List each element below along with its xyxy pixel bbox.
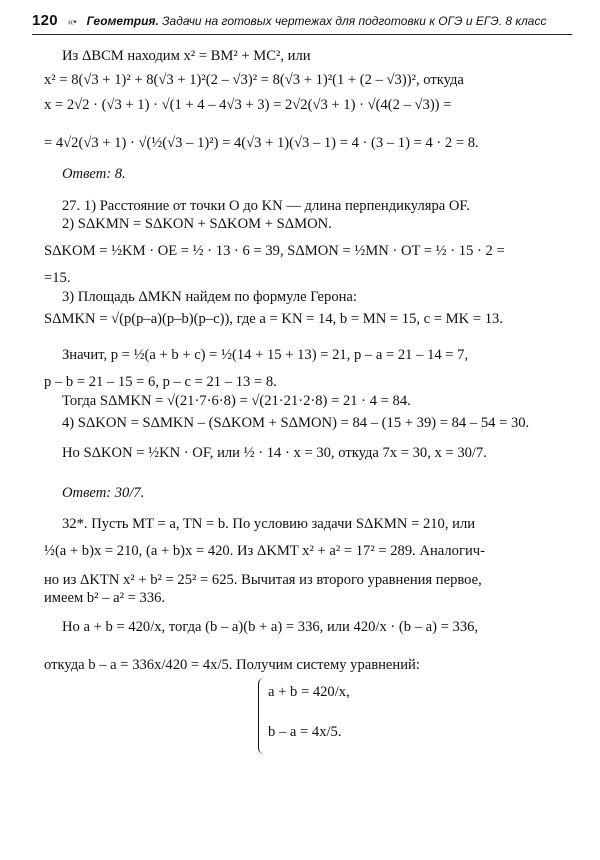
text-line: откуда b – a = 336x/420 = 4x/5. Получим систему уравнений: (44, 657, 420, 673)
text-line: Но a + b = 420/x, тогда (b – a)(b + a) = 336, или 420/x · (b – a) = 336, (62, 619, 479, 635)
text-line: ½(a + b)x = 210, (a + b)x = 420. Из ΔKMT x² + a² = 17² = 289. Аналогич- (44, 543, 485, 559)
text-line: 2) SΔKMN = SΔKON + SΔKOM + SΔMON. (62, 216, 332, 232)
problem-27-line: 27. 1) Расстояние от точки O до KN — длина перпендикуляра OF. (62, 198, 471, 214)
text-line: Тогда SΔMKN = √(21·7·6·8) = √(21·21·2·8) = 21 · 4 = 84. (62, 393, 411, 409)
text-line: = 4√2(√3 + 1) · √(½(√3 – 1)²) = 4(√3 + 1)(√3 – 1) = 4 · (3 – 1) = 4 · 2 = 8. (44, 135, 479, 151)
text-line: Значит, p = ½(a + b + c) = ½(14 + 15 + 13) = 21, p – a = 21 – 14 = 7, (62, 347, 469, 363)
system-equation: a + b = 420/x, (268, 684, 350, 700)
text-line: x = 2√2 · (√3 + 1) · √(1 + 4 – 4√3 + 3) = 2√2(√3 + 1) · √(4(2 – √3)) = (44, 97, 452, 113)
text-line: 3) Площадь ΔMKN найдем по формуле Герона: (62, 289, 357, 305)
answer-line: Ответ: 30/7. (62, 485, 145, 501)
page-number: 120 (32, 12, 58, 29)
text-line: p – b = 21 – 15 = 6, p – c = 21 – 13 = 8. (44, 374, 277, 390)
text-line: но из ΔKTN x² + b² = 25² = 625. Вычитая из второго уравнения первое, (44, 572, 482, 588)
answer-line: Ответ: 8. (62, 166, 126, 182)
ornament-icon: «• (67, 17, 77, 28)
book-subtitle: Задачи на готовых чертежах для подготовки к ОГЭ и ЕГЭ. 8 класс (162, 14, 547, 28)
text-line: Но SΔKON = ½KN · OF, или ½ · 14 · x = 30, откуда 7x = 30, x = 30/7. (62, 445, 487, 461)
text-line: имеем b² – a² = 336. (44, 590, 166, 606)
system-equation: b – a = 4x/5. (268, 724, 342, 740)
text-line: 4) SΔKON = SΔMKN – (SΔKOM + SΔMON) = 84 – (15 + 39) = 84 – 54 = 30. (62, 415, 530, 431)
brace-icon (258, 678, 266, 754)
book-title: Геометрия. (86, 14, 159, 28)
text-line: Из ΔBCM находим x² = BM² + MC², или (62, 48, 311, 64)
text-line: SΔMKN = √(p(p–a)(p–b)(p–c)), где a = KN = 14, b = MN = 15, c = MK = 13. (44, 311, 503, 327)
text-line: SΔKOM = ½KM · OE = ½ · 13 · 6 = 39, SΔMON = ½MN · OT = ½ · 15 · 2 = (44, 243, 505, 259)
running-head (32, 12, 572, 35)
text-line: x² = 8(√3 + 1)² + 8(√3 + 1)²(2 – √3)² = 8(√3 + 1)²(1 + (2 – √3))², откуда (44, 72, 464, 88)
equation-system (258, 676, 368, 758)
problem-32-line: 32*. Пусть MT = a, TN = b. По условию задачи SΔKMN = 210, или (62, 516, 476, 532)
text-line: =15. (44, 270, 71, 286)
